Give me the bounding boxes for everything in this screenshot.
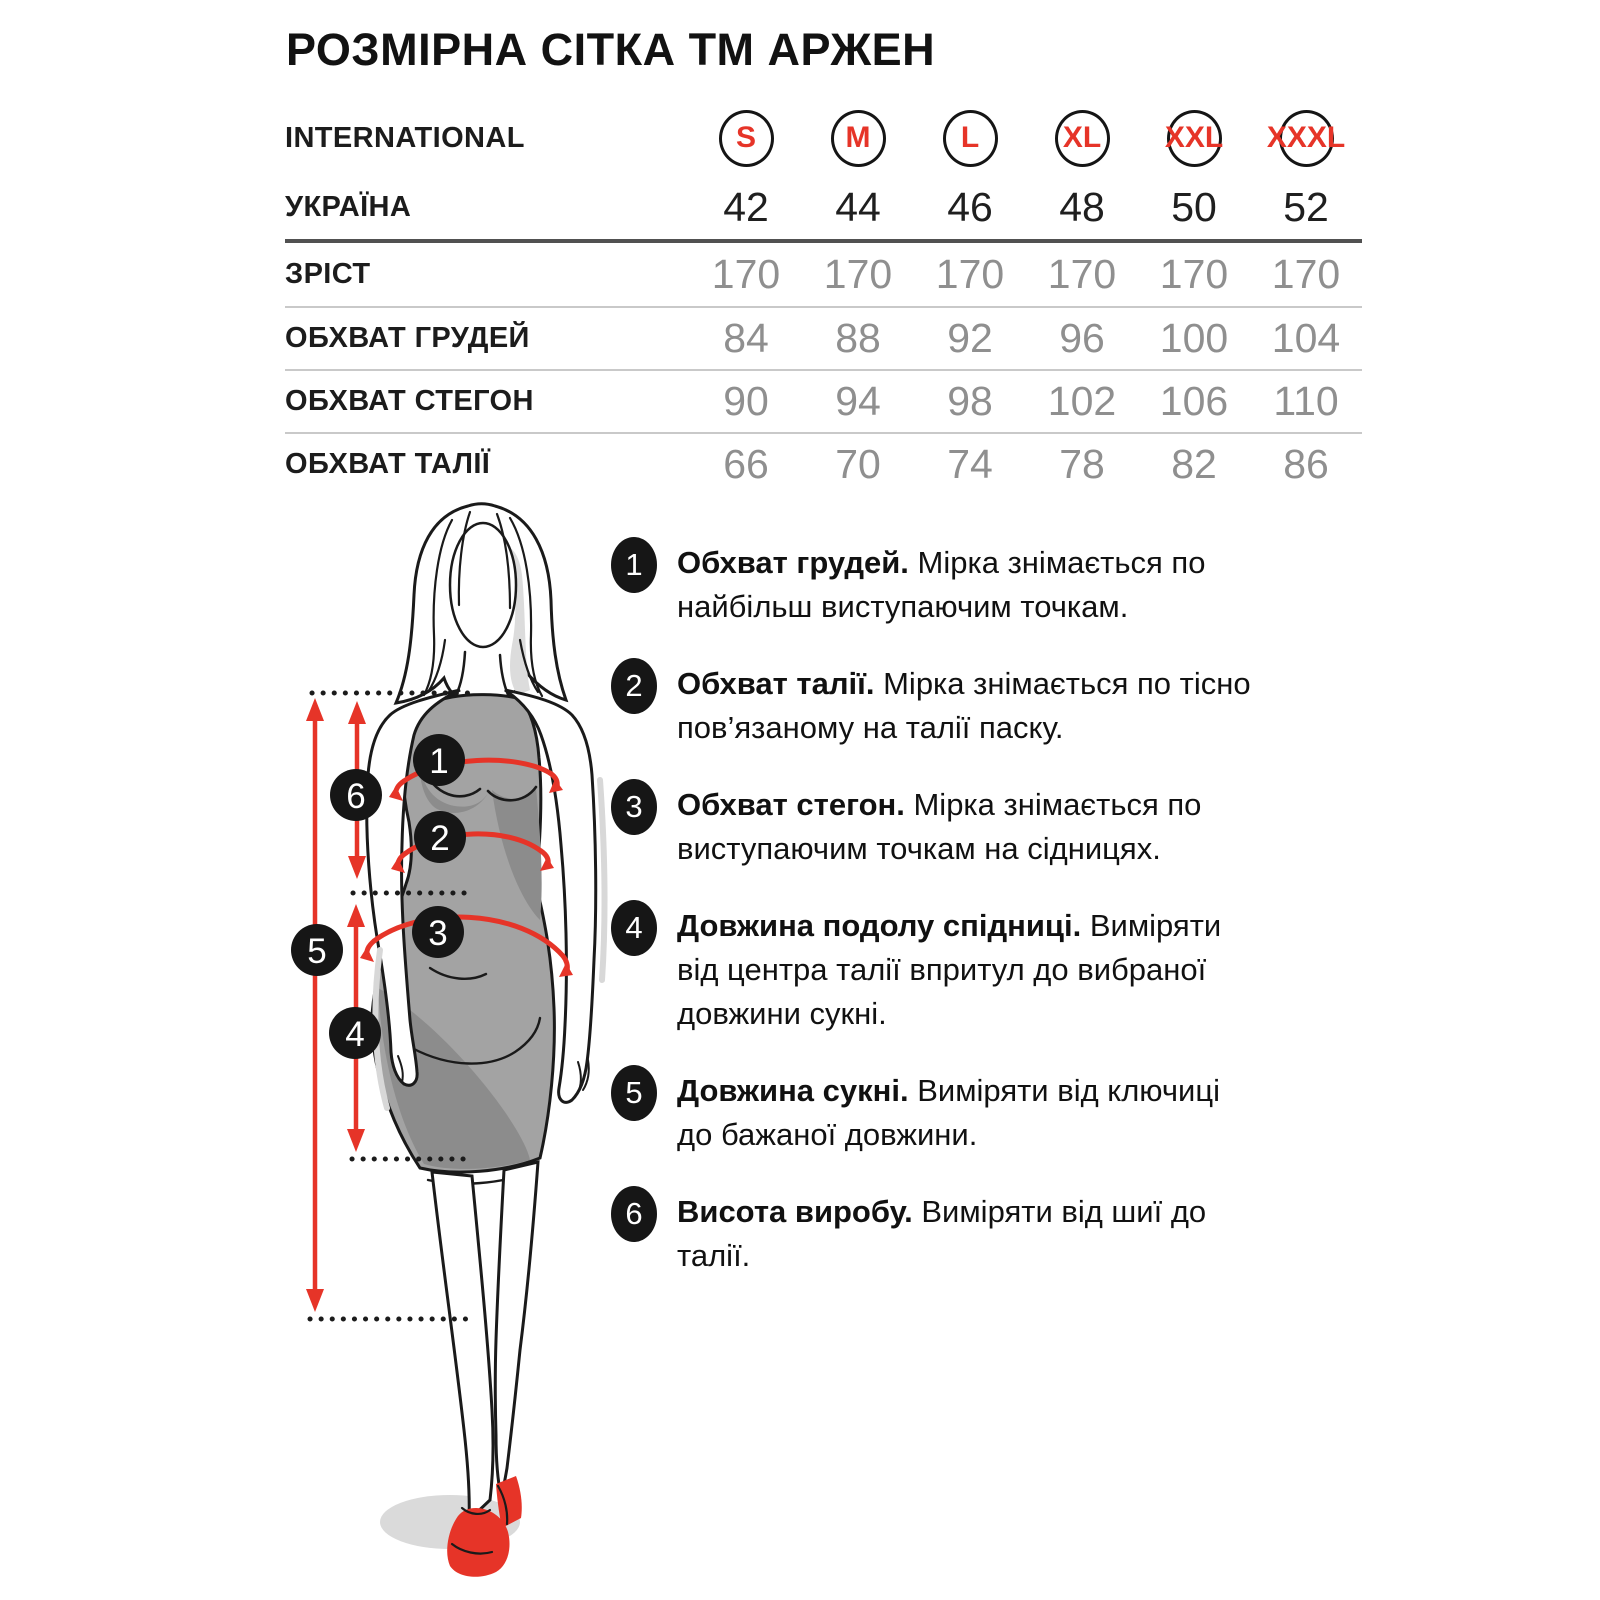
- legend-desc: Виміряти від ключиці до бажаної довжини.: [677, 1073, 1220, 1152]
- cell-value: 74: [947, 441, 993, 487]
- cell-value: 170: [1159, 251, 1229, 297]
- table-row-international: [285, 100, 1362, 176]
- ukraine-size: 50: [1171, 184, 1217, 230]
- svg-text:5: 5: [307, 932, 327, 971]
- table-row-waist: [285, 432, 1362, 495]
- size-circle-l: L: [943, 110, 998, 167]
- cell-value: 86: [1283, 441, 1329, 487]
- size-circle-s: S: [719, 110, 774, 167]
- measurement-legend: [611, 541, 1361, 1278]
- cell-value: 66: [723, 441, 769, 487]
- table-row-height: [285, 243, 1362, 306]
- legend-term: Обхват талії.: [677, 666, 875, 701]
- svg-text:2: 2: [430, 819, 450, 858]
- ukraine-size: 52: [1283, 184, 1329, 230]
- size-circle-m: M: [831, 110, 886, 167]
- cell-value: 98: [947, 378, 993, 424]
- legend-badge-6: 6: [611, 1186, 657, 1242]
- legend-badge-5: 5: [611, 1065, 657, 1121]
- row-label: ОБХВАТ СТЕГОН: [285, 385, 534, 417]
- ukraine-size: 46: [947, 184, 993, 230]
- table-row-ukraine: [285, 176, 1362, 243]
- woman-sketch-illustration: [280, 488, 630, 1590]
- legend-text: [677, 1069, 1261, 1157]
- legend-desc: Мірка знімається по найбільш виступаючим точкам.: [677, 545, 1206, 624]
- legend-text: [677, 783, 1261, 871]
- row-label: ОБХВАТ ГРУДЕЙ: [285, 322, 530, 354]
- international-label: INTERNATIONAL: [285, 121, 525, 154]
- svg-text:3: 3: [428, 914, 448, 953]
- size-circle-xxxl: XXXL: [1279, 110, 1334, 167]
- page-title: РОЗМІРНА СІТКА ТМ АРЖЕН: [286, 24, 936, 75]
- front-leg: [432, 1172, 493, 1520]
- legend-badge-3: 3: [611, 779, 657, 835]
- size-table: [285, 100, 1362, 495]
- cell-value: 102: [1047, 378, 1117, 424]
- legend-term: Висота виробу.: [677, 1194, 913, 1229]
- svg-text:1: 1: [429, 742, 449, 781]
- cell-value: 94: [835, 378, 881, 424]
- cell-value: 92: [947, 315, 993, 361]
- legend-item-1: [611, 541, 1361, 629]
- legend-desc: Мірка знімається по виступаючим точкам на сідницях.: [677, 787, 1202, 866]
- cell-value: 96: [1059, 315, 1105, 361]
- cell-value: 110: [1273, 378, 1339, 424]
- legend-desc: Виміряти від шиї до талії.: [677, 1194, 1207, 1273]
- legend-badge-2: 2: [611, 658, 657, 714]
- legend-term: Обхват грудей.: [677, 545, 909, 580]
- legend-text: [677, 662, 1261, 750]
- cell-value: 78: [1059, 441, 1105, 487]
- legend-text: [677, 541, 1261, 629]
- ukraine-size: 44: [835, 184, 881, 230]
- row-label: ЗРІСТ: [285, 258, 371, 290]
- cell-value: 82: [1171, 441, 1217, 487]
- ukraine-label: УКРАЇНА: [285, 191, 412, 223]
- cell-value: 170: [1271, 251, 1341, 297]
- legend-badge-1: 1: [611, 537, 657, 593]
- cell-value: 170: [823, 251, 893, 297]
- legend-item-5: [611, 1069, 1361, 1157]
- table-row-hips: [285, 369, 1362, 432]
- legend-item-2: [611, 662, 1361, 750]
- cell-value: 90: [723, 378, 769, 424]
- size-circle-xl: XL: [1055, 110, 1110, 167]
- cell-value: 84: [723, 315, 769, 361]
- cell-value: 88: [835, 315, 881, 361]
- cell-value: 170: [711, 251, 781, 297]
- legend-text: [677, 1190, 1261, 1278]
- size-circle-xxl: XXL: [1167, 110, 1222, 167]
- cell-value: 70: [835, 441, 881, 487]
- legend-desc: Виміряти від центра талії впритул до вибраної довжини сукні.: [677, 908, 1222, 1031]
- svg-text:4: 4: [345, 1015, 365, 1054]
- legend-term: Обхват стегон.: [677, 787, 905, 822]
- legend-term: Довжина сукні.: [677, 1073, 909, 1108]
- cell-value: 106: [1159, 378, 1229, 424]
- legend-item-6: [611, 1190, 1361, 1278]
- cell-value: 104: [1271, 315, 1341, 361]
- cell-value: 100: [1159, 315, 1229, 361]
- svg-text:6: 6: [346, 777, 366, 816]
- legend-item-4: [611, 904, 1361, 1036]
- cell-value: 170: [1047, 251, 1117, 297]
- ukraine-size: 42: [723, 184, 769, 230]
- legend-term: Довжина подолу спідниці.: [677, 908, 1082, 943]
- ukraine-size: 48: [1059, 184, 1105, 230]
- back-leg: [495, 1162, 538, 1496]
- table-row-chest: [285, 306, 1362, 369]
- legend-item-3: [611, 783, 1361, 871]
- measurement-figure: [280, 488, 630, 1590]
- cell-value: 170: [935, 251, 1005, 297]
- legend-badge-4: 4: [611, 900, 657, 956]
- legend-desc: Мірка знімається по тісно пов’язаному на талії паску.: [677, 666, 1251, 745]
- row-label: ОБХВАТ ТАЛІЇ: [285, 448, 491, 480]
- legend-text: [677, 904, 1261, 1036]
